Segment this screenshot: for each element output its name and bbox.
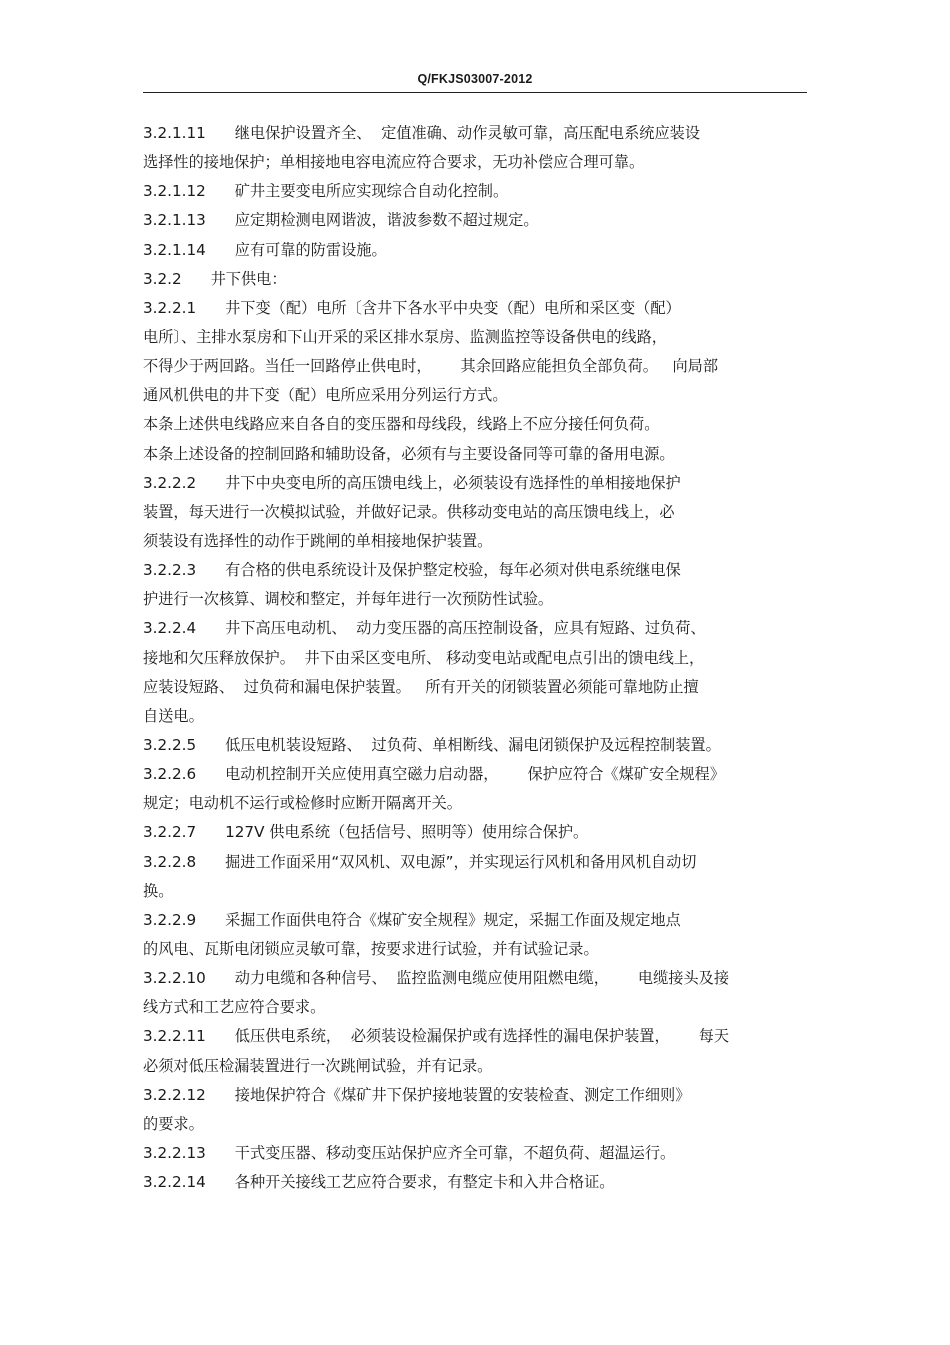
text-line: 3.2.2.12 接地保护符合《煤矿井下保护接地装置的安装检查、测定工作细则》 (143, 1085, 691, 1104)
text-line: 3.2.1.13 应定期检测电网谐波，谐波参数不超过规定。 (143, 211, 539, 230)
text-line: 通风机供电的井下变（配）电所应采用分列运行方式。 (143, 386, 508, 405)
text-line: 3.2.2.9 采掘工作面供电符合《煤矿安全规程》规定，采掘工作面及规定地点 (143, 910, 681, 929)
text-line: 的要求。 (143, 1114, 204, 1133)
text-line: 3.2.2.14 各种开关接线工艺应符合要求，有整定卡和入井合格证。 (143, 1173, 615, 1192)
text-line: 线方式和工艺应符合要求。 (143, 998, 326, 1017)
text-line: 3.2.1.14 应有可靠的防雷设施。 (143, 240, 387, 259)
text-line: 装置，每天进行一次模拟试验，并做好记录。供移动变电站的高压馈电线上，必 (143, 502, 675, 521)
text-line: 3.2.2.13 干式变压器、移动变压站保护应齐全可靠，不超负荷、超温运行。 (143, 1143, 676, 1162)
text-line: 3.2.2.5 低压电机装设短路、 过负荷、单相断线、漏电闭锁保护及远程控制装置。 (143, 735, 721, 754)
text-line: 必须对低压检漏装置进行一次跳闸试验，并有记录。 (143, 1056, 493, 1075)
text-line: 3.2.2.2 井下中央变电所的高压馈电线上，必须装设有选择性的单相接地保护 (143, 473, 681, 492)
text-line: 应装设短路、 过负荷和漏电保护装置。 所有开关的闭锁装置必须能可靠地防止擅 (143, 677, 699, 696)
text-line: 的风电、瓦斯电闭锁应灵敏可靠，按要求进行试验，并有试验记录。 (143, 939, 599, 958)
document-code-header: Q/FKJS03007-2012 (417, 72, 533, 86)
text-line: 本条上述供电线路应来自各自的变压器和母线段，线路上不应分接任何负荷。 (143, 415, 660, 434)
text-line: 选择性的接地保护；单相接地电容电流应符合要求，无功补偿应合理可靠。 (143, 153, 645, 172)
text-line: 3.2.2.3 有合格的供电系统设计及保护整定校验，每年必须对供电系统继电保 (143, 561, 681, 580)
text-line: 自送电。 (143, 706, 204, 725)
text-line: 3.2.2.7 127V 供电系统（包括信号、照明等）使用综合保护。 (143, 823, 589, 842)
text-line: 换。 (143, 881, 174, 900)
text-line: 本条上述设备的控制回路和辅助设备，必须有与主要设备同等可靠的备用电源。 (143, 444, 675, 463)
text-line: 须装设有选择性的动作于跳闸的单相接地保护装置。 (143, 531, 493, 550)
text-line: 接地和欠压释放保护。 井下由采区变电所、 移动变电站或配电点引出的馈电线上， (143, 648, 705, 667)
text-line: 护进行一次核算、调校和整定，并每年进行一次预防性试验。 (143, 590, 554, 609)
header-divider (143, 92, 807, 93)
text-line: 不得少于两回路。当任一回路停止供电时， 其余回路应能担负全部负荷。 向局部 (143, 357, 719, 376)
text-line: 3.2.2.6 电动机控制开关应使用真空磁力启动器， 保护应符合《煤矿安全规程》 (143, 765, 725, 784)
text-line: 3.2.2.4 井下高压电动机、 动力变压器的高压控制设备，应具有短路、过负荷、 (143, 619, 706, 638)
text-line: 3.2.2.11 低压供电系统， 必须装设检漏保护或有选择性的漏电保护装置， 每天 (143, 1027, 730, 1046)
text-line: 电所〕、主排水泵房和下山开采的采区排水泵房、监测监控等设备供电的线路， (143, 327, 667, 346)
text-line: 3.2.1.12 矿井主要变电所应实现综合自动化控制。 (143, 182, 509, 201)
text-line: 3.2.2.1 井下变（配）电所〔含井下各水平中央变（配）电所和采区变（配） (143, 298, 681, 317)
text-line: 3.2.2.10 动力电缆和各种信号、 监控监测电缆应使用阻燃电缆， 电缆接头及接 (143, 969, 730, 988)
text-line: 3.2.1.11 继电保护设置齐全、 定值准确、动作灵敏可靠，高压配电系统应装设 (143, 124, 701, 142)
text-line: 规定；电动机不运行或检修时应断开隔离开关。 (143, 794, 462, 813)
document-body (143, 119, 807, 1197)
section-heading: 3.2.2 井下供电： (143, 269, 287, 288)
text-line: 3.2.2.8 掘进工作面采用“双风机、双电源”，并实现运行风机和备用风机自动切 (143, 852, 697, 871)
